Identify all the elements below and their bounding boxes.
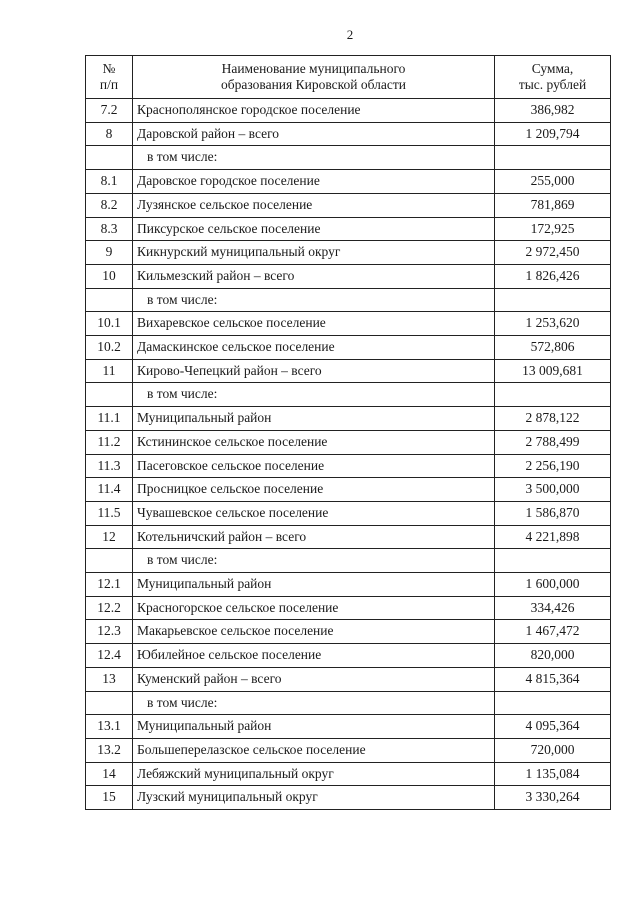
table-row	[86, 573, 611, 597]
row-number: 11.4	[86, 478, 133, 502]
row-name: Кикнурский муниципальный округ	[133, 241, 495, 265]
table-row	[86, 454, 611, 478]
row-name: Лузянское сельское поселение	[133, 193, 495, 217]
row-number: 13.1	[86, 715, 133, 739]
row-name: в том числе:	[133, 288, 495, 312]
row-number	[86, 146, 133, 170]
row-sum	[495, 549, 611, 573]
row-number: 12.2	[86, 596, 133, 620]
row-name: в том числе:	[133, 691, 495, 715]
row-sum: 1 253,620	[495, 312, 611, 336]
row-sum: 1 600,000	[495, 573, 611, 597]
row-name: Макарьевское сельское поселение	[133, 620, 495, 644]
row-name: Красногорское сельское поселение	[133, 596, 495, 620]
table-row	[86, 667, 611, 691]
row-name: Кстининское сельское поселение	[133, 430, 495, 454]
row-sum: 334,426	[495, 596, 611, 620]
row-sum: 255,000	[495, 170, 611, 194]
row-name: Краснополянское городское поселение	[133, 99, 495, 123]
row-number: 8.3	[86, 217, 133, 241]
table-row	[86, 549, 611, 573]
row-sum: 1 209,794	[495, 122, 611, 146]
table-row	[86, 217, 611, 241]
row-number: 13	[86, 667, 133, 691]
budget-table	[85, 55, 611, 810]
row-name: Даровской район – всего	[133, 122, 495, 146]
header-num: № п/п	[86, 56, 133, 99]
table-row	[86, 312, 611, 336]
row-name: Пиксурское сельское поселение	[133, 217, 495, 241]
table-row	[86, 478, 611, 502]
table-row	[86, 170, 611, 194]
table-row	[86, 288, 611, 312]
row-sum	[495, 146, 611, 170]
row-sum: 3 330,264	[495, 786, 611, 810]
row-name: Муниципальный район	[133, 715, 495, 739]
row-number	[86, 288, 133, 312]
row-sum: 4 815,364	[495, 667, 611, 691]
row-sum: 3 500,000	[495, 478, 611, 502]
row-number	[86, 383, 133, 407]
row-number: 10	[86, 264, 133, 288]
table-row	[86, 336, 611, 360]
row-sum: 1 135,084	[495, 762, 611, 786]
table-row	[86, 430, 611, 454]
table-body	[86, 99, 611, 810]
row-name: Вихаревское сельское поселение	[133, 312, 495, 336]
table-header-row	[86, 56, 611, 99]
row-name: Даровское городское поселение	[133, 170, 495, 194]
row-sum: 820,000	[495, 644, 611, 668]
row-name: в том числе:	[133, 549, 495, 573]
row-number: 8	[86, 122, 133, 146]
table-row	[86, 691, 611, 715]
row-number: 7.2	[86, 99, 133, 123]
table-row	[86, 786, 611, 810]
header-name: Наименование муниципального образования Кировской области	[133, 56, 495, 99]
row-name: Кирово-Чепецкий район – всего	[133, 359, 495, 383]
row-number: 11.1	[86, 407, 133, 431]
row-sum: 13 009,681	[495, 359, 611, 383]
row-sum: 1 826,426	[495, 264, 611, 288]
table-row	[86, 525, 611, 549]
row-sum: 720,000	[495, 738, 611, 762]
row-sum: 781,869	[495, 193, 611, 217]
table-row	[86, 620, 611, 644]
row-sum	[495, 691, 611, 715]
table-row	[86, 383, 611, 407]
table-row	[86, 193, 611, 217]
row-name: Куменский район – всего	[133, 667, 495, 691]
row-number: 10.2	[86, 336, 133, 360]
row-name: Просницкое сельское поселение	[133, 478, 495, 502]
row-sum: 2 788,499	[495, 430, 611, 454]
row-number: 8.2	[86, 193, 133, 217]
table-row	[86, 359, 611, 383]
row-number: 8.1	[86, 170, 133, 194]
row-number: 12.4	[86, 644, 133, 668]
table-row	[86, 738, 611, 762]
row-name: Большеперелазское сельское поселение	[133, 738, 495, 762]
page-number: 2	[346, 27, 354, 42]
row-number: 11.3	[86, 454, 133, 478]
row-number: 12.3	[86, 620, 133, 644]
row-name: Чувашевское сельское поселение	[133, 501, 495, 525]
table-row	[86, 644, 611, 668]
table-row	[86, 99, 611, 123]
row-sum: 1 586,870	[495, 501, 611, 525]
row-name: Кильмезский район – всего	[133, 264, 495, 288]
row-name: в том числе:	[133, 146, 495, 170]
row-name: Лебяжский муниципальный округ	[133, 762, 495, 786]
row-number: 9	[86, 241, 133, 265]
table-row	[86, 264, 611, 288]
row-sum: 386,982	[495, 99, 611, 123]
row-number: 13.2	[86, 738, 133, 762]
row-number: 11.2	[86, 430, 133, 454]
row-number: 10.1	[86, 312, 133, 336]
row-name: Пасеговское сельское поселение	[133, 454, 495, 478]
row-name: в том числе:	[133, 383, 495, 407]
table-row	[86, 407, 611, 431]
row-sum: 572,806	[495, 336, 611, 360]
table-row	[86, 715, 611, 739]
row-number: 11.5	[86, 501, 133, 525]
row-name: Котельничский район – всего	[133, 525, 495, 549]
row-sum: 4 221,898	[495, 525, 611, 549]
row-sum: 2 878,122	[495, 407, 611, 431]
row-sum: 172,925	[495, 217, 611, 241]
header-sum: Сумма, тыс. рублей	[495, 56, 611, 99]
row-number	[86, 691, 133, 715]
table-row	[86, 501, 611, 525]
row-number: 12.1	[86, 573, 133, 597]
table-row	[86, 241, 611, 265]
row-name: Муниципальный район	[133, 573, 495, 597]
row-number: 15	[86, 786, 133, 810]
row-number: 12	[86, 525, 133, 549]
row-sum: 2 972,450	[495, 241, 611, 265]
row-name: Муниципальный район	[133, 407, 495, 431]
table-row	[86, 596, 611, 620]
table-row	[86, 122, 611, 146]
row-name: Юбилейное сельское поселение	[133, 644, 495, 668]
table-row	[86, 762, 611, 786]
row-sum	[495, 288, 611, 312]
row-number: 11	[86, 359, 133, 383]
row-name: Дамаскинское сельское поселение	[133, 336, 495, 360]
row-sum: 4 095,364	[495, 715, 611, 739]
row-sum: 1 467,472	[495, 620, 611, 644]
row-sum: 2 256,190	[495, 454, 611, 478]
row-sum	[495, 383, 611, 407]
row-number	[86, 549, 133, 573]
row-name: Лузский муниципальный округ	[133, 786, 495, 810]
row-number: 14	[86, 762, 133, 786]
table-row	[86, 146, 611, 170]
